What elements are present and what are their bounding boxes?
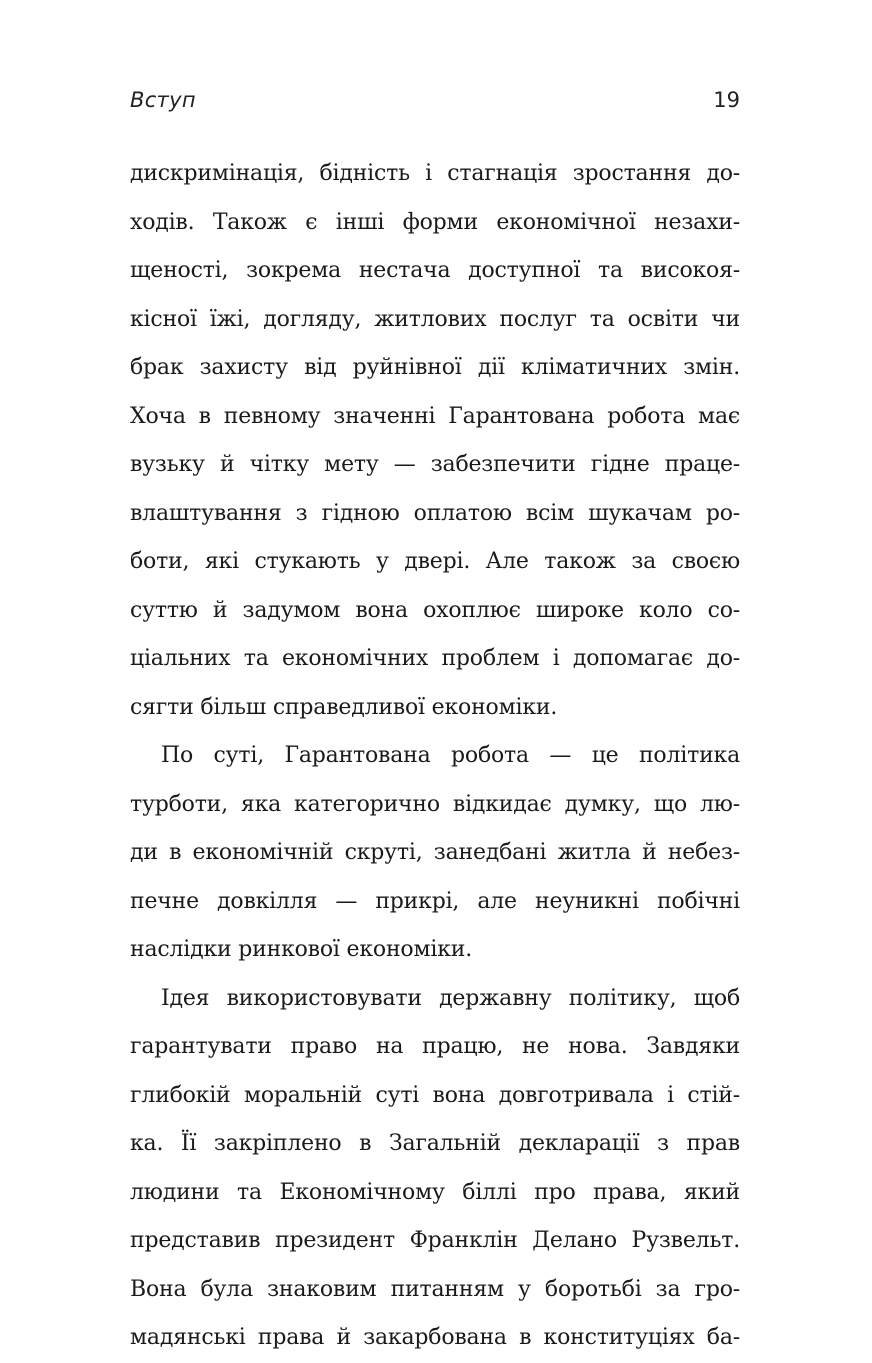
paragraph	[130, 150, 740, 732]
chapter-title: Вступ	[130, 88, 196, 112]
paragraph	[130, 975, 740, 1363]
text-line: Вона була знаковим питанням у боротьбі за гро-	[130, 1276, 740, 1302]
text-line: дискримінація, бідність і стагнація зростання до-	[130, 161, 740, 186]
page-number: 19	[713, 88, 740, 112]
text-line: гарантувати право на працю, не нова. Завдяки	[130, 1034, 740, 1059]
text-line: ди в економічній скруті, занедбані житла й небез-	[130, 840, 740, 865]
text-line: суттю й задумом вона охоплює широке коло со-	[130, 597, 740, 623]
text-line: представив президент Франклін Делано Рузвельт.	[130, 1228, 740, 1253]
text-line: брак захисту від руйнівної дії кліматичних змін.	[130, 355, 740, 380]
text-line: наслідки ринкової економіки.	[130, 937, 473, 962]
body-text	[130, 150, 740, 1363]
text-line: Ідея використовувати державну політику, щоб	[161, 985, 740, 1011]
text-line: мадянські права й закарбована в конституціях ба-	[130, 1325, 740, 1350]
text-line: глибокій моральній суті вона довготривала і стій-	[130, 1082, 740, 1108]
text-line: вузьку й чітку мету — забезпечити гідне праце-	[130, 452, 740, 477]
text-line: ка. Її закріплено в Загальній декларації з прав	[130, 1131, 740, 1156]
paragraph	[130, 732, 740, 975]
text-line: печне довкілля — прикрі, але неуникні побічні	[130, 888, 740, 914]
running-header	[130, 88, 740, 124]
text-line: влаштування з гідною оплатою всім шукачам ро-	[130, 500, 740, 526]
text-line: боти, які стукають у двері. Але також за своєю	[130, 549, 740, 574]
text-line: кісної їжі, догляду, житлових послуг та освіти чи	[130, 306, 740, 332]
text-line: ходів. Також є інші форми економічної незахи-	[130, 209, 740, 235]
text-line: сягти більш справедливої економіки.	[130, 694, 558, 720]
text-line: Хоча в певному значенні Гарантована робота має	[130, 403, 740, 429]
text-line: ціальних та економічних проблем і допомагає до-	[130, 646, 740, 671]
text-line: людини та Економічному біллі про права, який	[130, 1179, 740, 1205]
text-line: По суті, Гарантована робота — це політика	[161, 743, 740, 768]
text-line: щеності, зокрема нестача доступної та високоя-	[130, 258, 740, 283]
text-line: турботи, яка категорично відкидає думку, що лю-	[130, 791, 740, 817]
